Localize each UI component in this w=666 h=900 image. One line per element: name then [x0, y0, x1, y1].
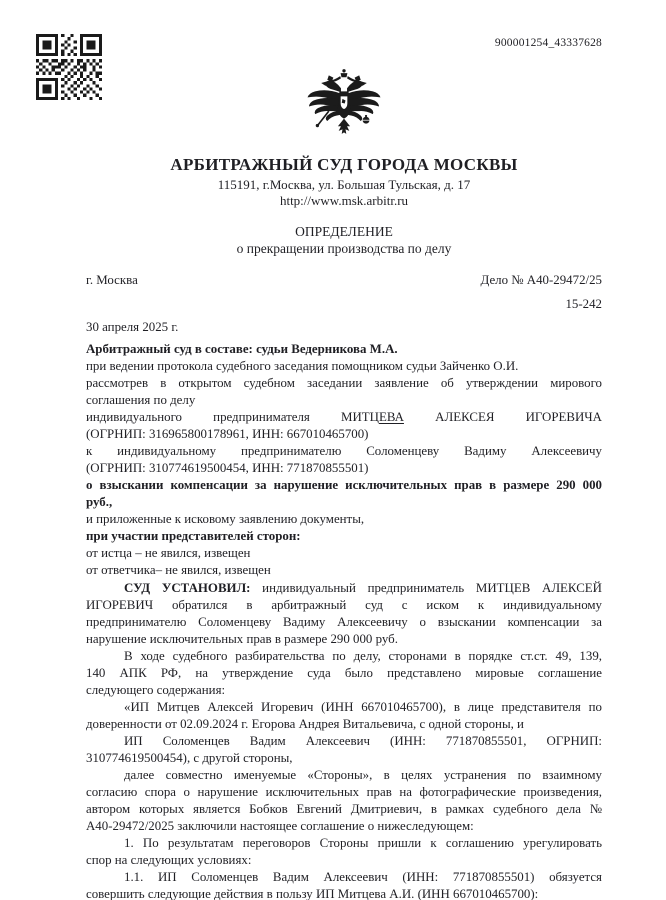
considered-line: соглашения по делу [86, 393, 196, 407]
finding-line: ИГОРЕВИЧ обратился в арбитражный суд с иском к индивидуальному [86, 598, 602, 612]
claimant-name-part: АЛЕКСЕЯ ИГОРЕВИЧА [403, 410, 602, 424]
finding-line: 310774619500454), с другой стороны, [86, 751, 293, 765]
finding-line: спор на следующих условиях: [86, 853, 252, 867]
city-label: г. Москва [86, 273, 138, 287]
finding-line: предпринимателю Соломенцеву Вадиму Алексеевичу о взыскании компенсации за [86, 615, 602, 629]
document-subtitle: о прекращении производства по делу [236, 241, 452, 256]
claimant-ids-line: (ОГРНИП: 316965800178961, ИНН: 667010465700) [86, 427, 369, 441]
finding-line: ИП Соломенцев Вадим Алексеевич (ИНН: 771870855501, ОГРНИП: [124, 734, 602, 748]
document-date: 30 апреля 2025 г. [86, 320, 179, 334]
defendant-presence-line: от ответчика– не явился, извещен [86, 563, 271, 577]
qr-code-icon [36, 34, 102, 100]
finding-line: 140 АПК РФ, на утверждение суда было представлено мировые соглашение [86, 666, 602, 680]
claim-subject-line: руб., [86, 495, 113, 509]
court-name: АРБИТРАЖНЫЙ СУД ГОРОДА МОСКВЫ [170, 155, 518, 174]
finding-line: согласию спора о нарушение исключительных прав на фотографические произведения, [86, 785, 602, 799]
finding-line: совершить следующие действия в пользу ИП Митцева А.И. (ИНН 667010465700): [86, 887, 539, 900]
finding-line: следующего содержания: [86, 683, 226, 697]
claim-subject-line: о взыскании компенсации за нарушение исключительных прав в размере 290 000 [86, 478, 602, 492]
finding-line: далее совместно именуемые «Стороны», в целях устранения по взаимному [124, 768, 602, 782]
document-title: ОПРЕДЕЛЕНИЕ [295, 224, 393, 239]
court-address: 115191, г.Москва, ул. Большая Тульская, д. 17 [217, 177, 471, 192]
claimant-name-part: индивидуального предпринимателя МИТЦ [86, 410, 379, 424]
claimant-name-underlined: ЕВА [378, 410, 404, 424]
finding-line: А40-29472/2025 заключили настоящее соглашение о нижеследующем: [86, 819, 474, 833]
document-number: 900001254_43337628 [494, 37, 602, 49]
case-number: Дело № А40-29472/25 [480, 273, 602, 287]
established-header: СУД УСТАНОВИЛ: [124, 581, 251, 595]
considered-line: рассмотрев в открытом судебном заседании заявление об утверждении мирового [86, 376, 602, 390]
finding-line: доверенности от 02.09.2024 г. Егорова Андрея Витальевича, с одной стороны, и [86, 717, 524, 731]
court-findings [86, 580, 602, 900]
finding-line: нарушение исключительных прав в размере 290 000 руб. [86, 632, 398, 646]
finding-line: В ходе судебного разбирательства по делу, сторонами в порядке ст.ст. 49, 139, [124, 649, 602, 663]
court-website: http://www.msk.arbitr.ru [279, 193, 409, 208]
finding-line: «ИП Митцев Алексей Игоревич (ИНН 667010465700), в лице представителя по [124, 700, 602, 714]
document-body [86, 341, 602, 900]
claimant-line [86, 409, 602, 426]
finding-line: 1. По результатам переговоров Стороны пришли к соглашению урегулировать [124, 836, 602, 850]
finding-lead-rest: индивидуальный предприниматель МИТЦЕВ АЛЕКСЕЙ [250, 581, 602, 595]
plaintiff-presence-line: от истца – не явился, извещен [86, 546, 251, 560]
defendant-line: к индивидуальному предпринимателю Соломенцеву Вадиму Алексеевичу [86, 444, 602, 458]
finding-line: 1.1. ИП Соломенцев Вадим Алексеевич (ИНН: 771870855501) обязуется [124, 870, 602, 884]
coat-of-arms-icon [306, 64, 382, 146]
finding-line: автором которых является Бобков Евгений Дмитриевич, в рамках судебного дела № [86, 802, 602, 816]
parties-header-line: при участии представителей сторон: [86, 529, 301, 543]
attachments-line: и приложенные к исковому заявлению документы, [86, 512, 365, 526]
case-suffix: 15-242 [565, 297, 602, 311]
case-info-row [86, 272, 602, 289]
defendant-ids-line: (ОГРНИП: 310774619500454, ИНН: 771870855501) [86, 461, 369, 475]
court-composition-line: Арбитражный суд в составе: судьи Ведерникова М.А. [86, 342, 398, 356]
clerk-line: при ведении протокола судебного заседания помощником судьи Зайченко О.И. [86, 359, 519, 373]
finding-lead-line [86, 580, 602, 597]
